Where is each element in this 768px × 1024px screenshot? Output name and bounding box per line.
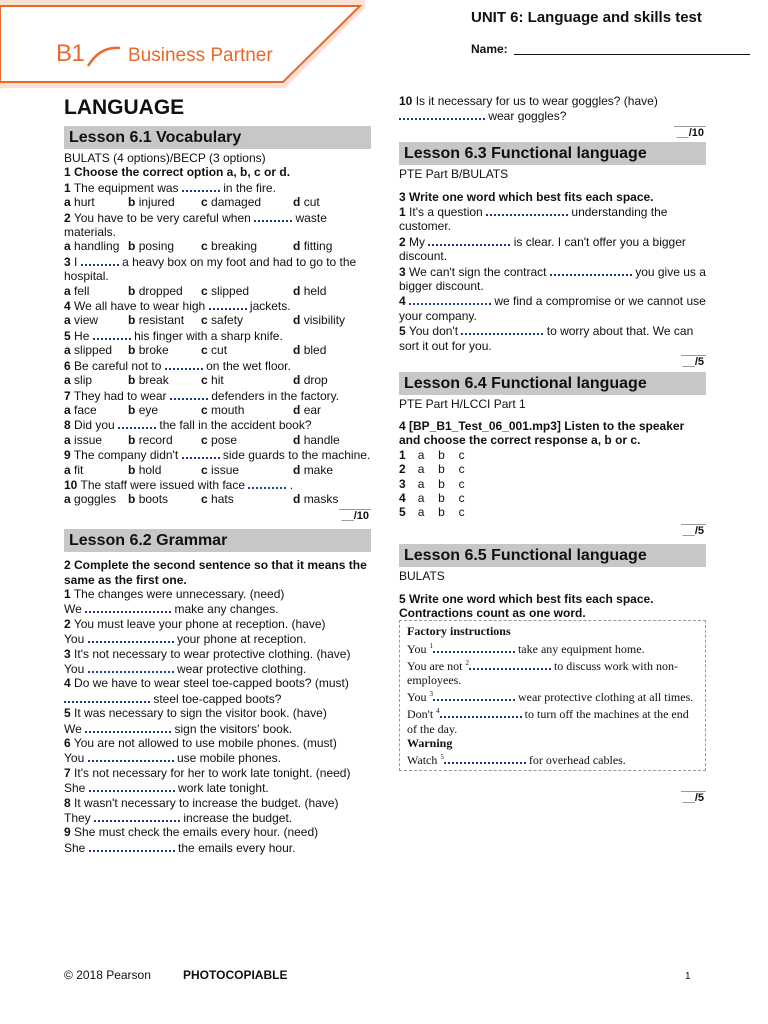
grammar-question: 6 You are not allowed to use mobile phones. (must) You use mobile phones. (64, 736, 337, 766)
choice-c[interactable]: c (458, 490, 465, 505)
vocab-options (64, 373, 371, 387)
vocab-options (64, 433, 371, 447)
option-c[interactable]: c issue (201, 462, 240, 477)
answer-gap[interactable] (64, 691, 150, 703)
choice-b[interactable]: b (438, 476, 445, 491)
listening-row: 1 a b c (399, 448, 479, 462)
option-d[interactable]: d handle (293, 432, 340, 447)
unit-title: UNIT 6: Language and skills test (471, 9, 702, 26)
vocab-options (64, 284, 371, 298)
answer-gap[interactable] (428, 234, 510, 246)
option-b[interactable]: b broke (128, 343, 169, 358)
right-column (399, 94, 706, 806)
vocab-question: 5 He his finger with a sharp knife. (64, 328, 283, 343)
vocab-question: 2 You have to be very careful when waste materials. (64, 210, 327, 240)
option-a[interactable]: a goggles (64, 492, 117, 507)
option-d[interactable]: d fitting (293, 239, 333, 254)
option-c[interactable]: c mouth (201, 402, 245, 417)
option-a[interactable]: a slipped (64, 343, 113, 358)
vocab-options (64, 463, 371, 477)
answer-gap[interactable] (93, 328, 131, 340)
logo-level: B1 (56, 40, 85, 67)
name-field[interactable] (514, 54, 750, 55)
grammar-instruction: 2 Complete the second sentence so that it means the same as the first one. (64, 558, 367, 587)
vocab-question-list (64, 180, 371, 507)
option-b[interactable]: b posing (128, 239, 175, 254)
answer-gap[interactable] (88, 750, 174, 762)
choice-a[interactable]: a (417, 462, 425, 477)
option-c[interactable]: c safety (201, 313, 244, 328)
option-a[interactable]: a fit (64, 462, 84, 477)
vocab-instruction: 1 Choose the correct option a, b, c or d. (64, 165, 291, 180)
choice-b[interactable]: b (438, 447, 445, 462)
lesson-6-4-subtitle: PTE Part H/LCCI Part 1 (399, 396, 526, 411)
grammar-question: 1 The changes were unnecessary. (need) We make any changes. (64, 586, 285, 617)
vocab-options (64, 492, 371, 506)
option-b[interactable]: b hold (128, 462, 162, 477)
box-heading: Factory instructions (407, 624, 511, 639)
option-d[interactable]: d bled (293, 343, 327, 358)
grammar-question: 3 It's not necessary to wear protective clothing. (have) You wear protective clothing. (64, 646, 351, 676)
lesson-6-5-title: Lesson 6.5 Functional language (399, 544, 706, 567)
choice-a[interactable]: a (417, 490, 425, 505)
vocab-options (64, 195, 371, 209)
listening-row: 4 a b c (399, 491, 479, 505)
option-d[interactable]: d make (293, 462, 334, 477)
functional-3-question: 4 we find a compromise or we cannot use your company. (399, 294, 706, 323)
option-a[interactable]: a view (64, 313, 99, 328)
choice-b[interactable]: b (438, 490, 445, 505)
instruction-line: You $^3$ wear protective clothing at all times. (407, 690, 694, 705)
answer-gap[interactable] (81, 254, 119, 266)
vocab-options (64, 403, 371, 417)
lesson-6-3-title: Lesson 6.3 Functional language (399, 142, 706, 165)
answer-gap[interactable] (433, 641, 515, 653)
answer-gap[interactable] (182, 447, 220, 459)
footer-copyright: © 2018 Pearson (64, 968, 151, 982)
functional-3-question: 3 We can't sign the contract you give us a bigger discount. (399, 264, 706, 294)
warning-line: Watch $^5$ for overhead cables. (407, 753, 626, 767)
answer-gap[interactable] (170, 388, 208, 400)
answer-gap[interactable] (89, 780, 175, 792)
answer-gap[interactable] (118, 417, 156, 429)
option-a[interactable]: a handling (64, 239, 120, 254)
option-d[interactable]: d drop (293, 373, 328, 388)
grammar-question: 5 It was necessary to sign the visitor book. (have) We sign the visitors' book. (64, 706, 327, 736)
answer-gap[interactable] (85, 721, 171, 733)
option-c[interactable]: c breaking (201, 239, 258, 254)
vocab-options (64, 239, 371, 253)
option-b[interactable]: b eye (128, 402, 159, 417)
option-b[interactable]: b injured (128, 195, 175, 210)
grammar-question: 9 She must check the emails every hour. (need) She the emails every hour. (64, 825, 319, 855)
listening-row: 3 a b c (399, 477, 479, 491)
grammar-question-10: 10 Is it necessary for us to wear goggles? (have) wear goggles? (399, 94, 658, 124)
choice-a[interactable]: a (417, 447, 425, 462)
functional-3-question: 2 My is clear. I can't offer you a bigger discount. (399, 234, 686, 264)
vocab-question: 7 They had to wear defenders in the factory. (64, 388, 340, 403)
choice-c[interactable]: c (458, 462, 465, 477)
answer-gap[interactable] (550, 264, 632, 276)
instruction-line: Don't $^4$ to turn off the machines at the end of the day. (407, 707, 689, 736)
functional-3-question: 1 It's a question understanding the customer. (399, 205, 668, 234)
listening-instruction: 4 [BP_B1_Test_06_001.mp3] Listen to the speaker and choose the correct response a, b or c. (399, 418, 685, 448)
listening-answer-grid (399, 448, 706, 520)
footer-photocopiable: PHOTOCOPIABLE (183, 968, 288, 982)
answer-gap[interactable] (165, 358, 203, 370)
choice-c[interactable]: c (458, 447, 465, 462)
answer-gap[interactable] (209, 298, 247, 310)
warning-heading: Warning (407, 735, 453, 750)
option-a[interactable]: a face (64, 402, 97, 417)
answer-gap[interactable] (85, 601, 171, 613)
answer-gap[interactable] (433, 689, 515, 701)
functional-3-question-list (399, 204, 706, 353)
answer-gap[interactable] (248, 477, 286, 489)
vocab-options (64, 343, 371, 357)
answer-gap[interactable] (444, 752, 526, 764)
page-number: 1 (685, 971, 691, 982)
option-b[interactable]: b break (128, 373, 169, 388)
option-d[interactable]: d held (293, 283, 327, 298)
grammar-question: 8 It wasn't necessary to increase the budget. (have) They increase the budget. (64, 795, 339, 826)
vocab-question: 1 The equipment was in the fire. (64, 180, 276, 195)
option-a[interactable]: a hurt (64, 195, 95, 210)
listening-row: 5 a b c (399, 505, 479, 519)
left-column (64, 96, 371, 855)
factory-instructions-box (399, 620, 706, 771)
lesson-6-2-title: Lesson 6.2 Grammar (64, 529, 371, 552)
answer-gap[interactable] (182, 180, 220, 192)
listening-row: 2 a b c (399, 462, 479, 476)
vocab-question: 4 We all have to wear high jackets. (64, 299, 291, 314)
lesson-6-1-title: Lesson 6.1 Vocabulary (64, 126, 371, 149)
section-title: LANGUAGE (64, 96, 185, 119)
answer-gap[interactable] (409, 293, 491, 305)
answer-gap[interactable] (94, 810, 180, 822)
functional-3-score: __/5 (682, 356, 704, 369)
grammar-score: __/10 (676, 126, 704, 139)
vocab-question: 8 Did you the fall in the accident book? (64, 418, 312, 433)
vocab-score: __/10 (341, 509, 369, 522)
option-b[interactable]: b record (128, 432, 173, 447)
instruction-line: You $^1$ take any equipment home. (407, 641, 645, 656)
option-d[interactable]: d ear (293, 402, 322, 417)
option-a[interactable]: a issue (64, 432, 103, 447)
functional-5-instruction: 5 Write one word which best fits each space. Contractions count as one word. (399, 591, 654, 620)
option-c[interactable]: c hit (201, 373, 224, 388)
answer-gap[interactable] (88, 661, 174, 673)
option-c[interactable]: c hats (201, 492, 234, 507)
instruction-line: You are not $^2$ to discuss work with non-employees. (407, 658, 678, 687)
option-c[interactable]: c pose (201, 432, 238, 447)
lesson-6-5-subtitle: BULATS (399, 569, 445, 584)
lesson-6-4-title: Lesson 6.4 Functional language (399, 372, 706, 395)
vocab-options (64, 313, 371, 327)
option-a[interactable]: a slip (64, 373, 93, 388)
lesson-6-1-subtitle: BULATS (4 options)/BECP (3 options) (64, 151, 266, 165)
name-label: Name: (471, 42, 508, 56)
header-banner (0, 0, 365, 88)
option-d[interactable]: d visibility (293, 313, 346, 328)
functional-3-question: 5 You don't to worry about that. We can sort it out for you. (399, 324, 694, 353)
vocab-question: 6 Be careful not to on the wet floor. (64, 358, 291, 373)
answer-gap[interactable] (486, 204, 568, 216)
answer-gap[interactable] (469, 658, 551, 670)
option-c[interactable]: c damaged (201, 195, 262, 210)
choice-b[interactable]: b (438, 462, 445, 477)
option-d[interactable]: d cut (293, 195, 320, 210)
listening-score: __/5 (682, 524, 704, 537)
option-c[interactable]: c cut (201, 343, 228, 358)
choice-a[interactable]: a (417, 476, 425, 491)
functional-5-score: __/5 (682, 792, 704, 805)
option-c[interactable]: c slipped (201, 283, 250, 298)
lesson-6-3-subtitle: PTE Part B/BULATS (399, 167, 509, 182)
vocab-question: 10 The staff were issued with face . (64, 477, 294, 492)
answer-gap[interactable] (461, 323, 543, 335)
answer-gap[interactable] (88, 631, 174, 643)
choice-a[interactable]: a (417, 505, 425, 520)
functional-3-instruction: 3 Write one word which best fits each space. (399, 189, 654, 204)
choice-c[interactable]: c (458, 505, 465, 520)
answer-gap[interactable] (399, 108, 485, 120)
option-b[interactable]: b boots (128, 492, 169, 507)
grammar-question: 4 Do we have to wear steel toe-capped boots? (must) steel toe-capped boots? (64, 676, 349, 706)
vocab-question: 3 I a heavy box on my foot and had to go to the hospital. (64, 254, 357, 284)
option-a[interactable]: a fell (64, 283, 90, 298)
grammar-question: 7 It's not necessary for her to work late tonight. (need) She work late tonight. (64, 765, 351, 796)
grammar-question: 2 You must leave your phone at reception. (have) You your phone at reception. (64, 616, 326, 647)
option-d[interactable]: d masks (293, 492, 339, 507)
answer-gap[interactable] (89, 840, 175, 852)
logo-name: Business Partner (128, 45, 273, 66)
answer-gap[interactable] (254, 210, 292, 222)
choice-b[interactable]: b (438, 505, 445, 520)
option-b[interactable]: b resistant (128, 313, 185, 328)
option-b[interactable]: b dropped (128, 283, 183, 298)
answer-gap[interactable] (440, 706, 522, 718)
logo-swoosh-icon (86, 44, 122, 68)
choice-c[interactable]: c (458, 476, 465, 491)
vocab-question: 9 The company didn't side guards to the machine. (64, 448, 371, 463)
grammar-question-list (64, 587, 371, 855)
